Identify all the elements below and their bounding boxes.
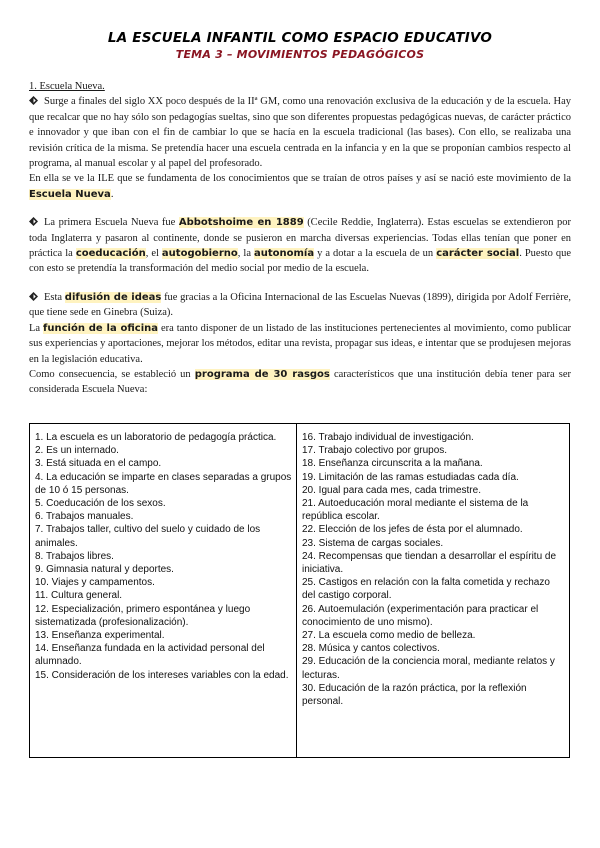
highlight-caracter-social: carácter social xyxy=(436,248,520,260)
list-item: 9. Gimnasia natural y deportes. xyxy=(35,564,174,576)
list-item: 30. Educación de la razón práctica, por la reflexión personal. xyxy=(302,682,527,708)
paragraph-1: Surge a finales del siglo XX poco después de la IIª GM, como una renovación exclusiva de la educación y de la escuela. Hay que recalcar que no hay sólo son pedagogías sueltas, sino que son diferentes propuestas pedagógicas nuevas, de carácter práctico e innovador y que iban con el fin de cambiar lo que se hacía en la escuela tradicional (las bases). Con ello, se realizaba una revisión crítica de la misma. Se pretendía hacer una escuela centrada en la infancia y en la que se proponían cambios respecto al programa, al manual escolar y al papel del profesorado. xyxy=(29,96,571,170)
list-item: 17. Trabajo colectivo por grupos. xyxy=(302,445,448,457)
document-subtitle: TEMA 3 – MOVIMIENTOS PEDAGÓGICOS xyxy=(175,48,425,61)
list-item: 13. Enseñanza experimental. xyxy=(35,630,165,642)
list-item: 23. Sistema de cargas sociales. xyxy=(302,537,444,549)
list-item: 5. Coeducación de los sexos. xyxy=(35,498,166,510)
diamond-bullet-icon xyxy=(29,217,38,226)
highlight-funcion-oficina: función de la oficina xyxy=(43,322,158,334)
list-item: 7. Trabajos taller, cultivo del suelo y cuidado de los animales. xyxy=(35,524,261,549)
list-item: 11. Cultura general. xyxy=(35,590,123,602)
list-item: 6. Trabajos manuales. xyxy=(35,511,134,523)
list-item: 18. Enseñanza circunscrita a la mañana. xyxy=(302,458,483,470)
paragraph-4: La función de la oficina era tanto disponer de un listado de las instituciones pertenecientes al movimiento, como publicar sus experiencias y aportaciones, mejorar los métodos, editar una revista, propagar sus ideas, e intentar que se produjesen mejoras en la legislación educativa. xyxy=(29,322,572,365)
list-item: 1. La escuela es un laboratorio de pedagogía práctica. xyxy=(35,432,277,443)
list-item: 21. Autoeducación moral mediante el sistema de la república escolar. xyxy=(302,498,529,523)
list-item: 22. Elección de los jefes de ésta por el alumnado. xyxy=(302,524,523,536)
rasgos-column-left xyxy=(30,424,297,757)
list-item: 26. Autoemulación (experimentación para practicar el conocimiento de uno mismo). xyxy=(302,603,539,628)
list-item: 4. La educación se imparte en clases separadas a grupos de 10 ó 15 personas. xyxy=(35,471,292,496)
list-item: 8. Trabajos libres. xyxy=(35,550,114,562)
rasgos-table xyxy=(29,423,570,758)
diamond-bullet-icon xyxy=(29,96,38,105)
list-item: 15. Consideración de los intereses variables con la edad. xyxy=(35,669,289,681)
list-item: 3. Está situada en el campo. xyxy=(35,458,162,470)
document-title: LA ESCUELA INFANTIL COMO ESPACIO EDUCATIVO xyxy=(107,30,493,46)
list-item: 16. Trabajo individual de investigación. xyxy=(302,432,474,443)
list-item: 12. Especialización, primero espontánea y luego sistematizada (profesionalización). xyxy=(35,603,251,628)
list-item: 24. Recompensas que tiendan a desarrollar el espíritu de iniciativa. xyxy=(302,550,557,576)
paragraph-5: Como consecuencia, se estableció un programa de 30 rasgos característicos que una institución debía tener para ser considerada Escuela Nueva: xyxy=(29,368,571,396)
list-item: 19. Limitación de las ramas estudiadas cada día. xyxy=(302,471,519,483)
list-item: 14. Enseñanza fundada en la actividad personal del alumnado. xyxy=(35,643,265,668)
list-item: 25. Castigos en relación con la falta cometida y rechazo del castigo corporal. xyxy=(302,577,550,602)
document-body xyxy=(29,79,571,398)
highlight-programa-30-rasgos: programa de 30 rasgos xyxy=(194,368,330,380)
highlight-abbotshoime: Abbotshoime en 1889 xyxy=(178,217,304,229)
highlight-difusion-ideas: difusión de ideas xyxy=(64,291,162,303)
highlight-autogobierno: autogobierno xyxy=(161,248,238,260)
highlight-escuela-nueva: Escuela Nueva xyxy=(29,188,111,200)
paragraph-1b: En ella se ve la ILE que se fundamenta de los conocimientos que se traían de otros países y así se nació este movimiento de la Escuela Nueva. xyxy=(29,173,571,200)
rasgos-column-right xyxy=(297,424,569,757)
list-item: 27. La escuela como medio de belleza. xyxy=(302,630,476,642)
list-item: 28. Música y cantos colectivos. xyxy=(302,643,440,655)
highlight-autonomia: autonomía xyxy=(253,248,315,260)
list-item: 20. Igual para cada mes, cada trimestre. xyxy=(302,484,481,496)
diamond-bullet-icon xyxy=(29,292,38,301)
list-item: 2. Es un internado. xyxy=(35,445,119,457)
section-heading: 1. Escuela Nueva. xyxy=(29,81,105,92)
paragraph-2: La primera Escuela Nueva fue Abbotshoime en 1889 (Cecile Reddie, Inglaterra). Estas escuelas se extendieron por toda Inglaterra y pasaron al continente, donde se pusieron en marcha diversas experiencias. Todas ellas tenían que poner en práctica la coeducación, el autogobierno, la autonomía y a dotar a la escuela de un carácter social. Puesto que con esto se pretendía la transformación del medio social por medio de la escuela. xyxy=(29,217,571,275)
paragraph-3: Esta difusión de ideas fue gracias a la Oficina Internacional de las Escuelas Nuevas (1899), dirigida por Adolf Ferrière, que tiene sede en Ginebra (Suiza). xyxy=(29,291,572,319)
list-item: 29. Educación de la conciencia moral, mediante relatos y lecturas. xyxy=(302,656,555,681)
list-item: 10. Viajes y campamentos. xyxy=(35,577,155,589)
highlight-coeducacion: coeducación xyxy=(75,248,146,260)
